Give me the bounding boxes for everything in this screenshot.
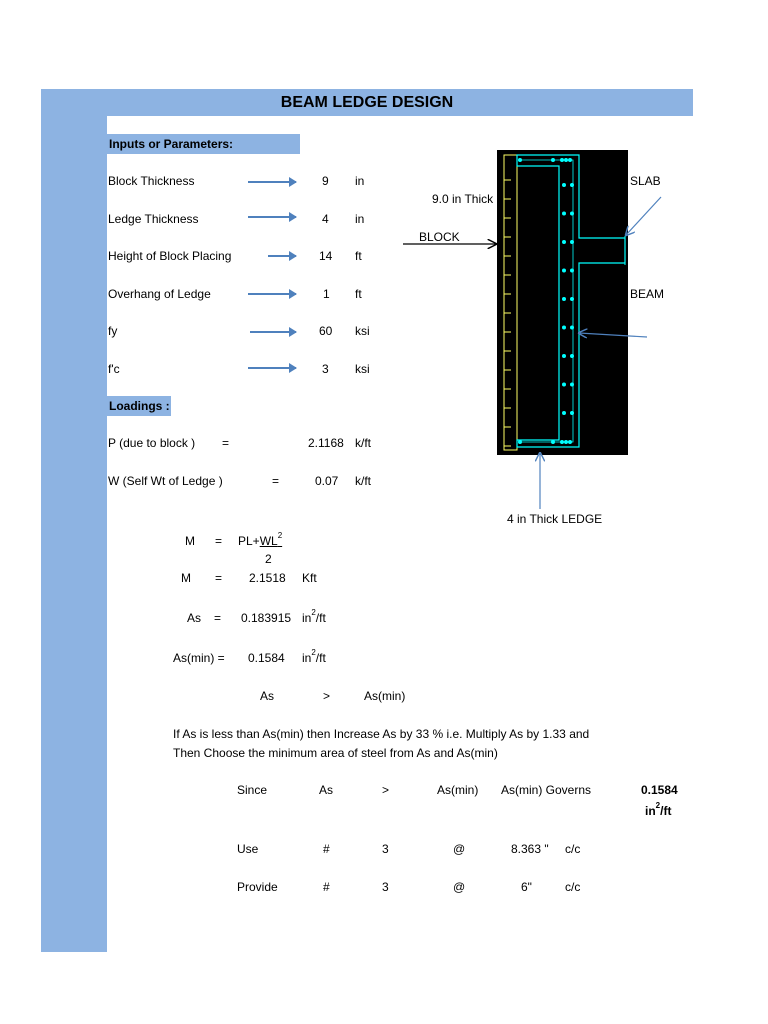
rebar-dot bbox=[570, 297, 574, 301]
formula-m2-eq: = bbox=[215, 571, 223, 585]
rebar-dot bbox=[562, 326, 566, 330]
formula-as-unit: $in^2/ft$ bbox=[302, 608, 326, 625]
rebar-dot bbox=[562, 240, 566, 244]
input-unit-overhang: ft bbox=[355, 287, 362, 301]
provide-c4: @ bbox=[453, 880, 466, 894]
arrow-right-icon bbox=[248, 181, 296, 183]
since-c5: As(min) Governs bbox=[501, 783, 592, 797]
input-label-ledge-thickness: Ledge Thickness bbox=[108, 212, 199, 226]
slab-arrow-icon bbox=[626, 197, 661, 235]
rebar-dot bbox=[564, 158, 568, 162]
formula-eq: = bbox=[215, 534, 223, 548]
input-label-overhang: Overhang of Ledge bbox=[108, 287, 211, 301]
arrow-right-icon bbox=[268, 255, 296, 257]
page-title: BEAM LEDGE DESIGN bbox=[280, 94, 454, 111]
since-c3: > bbox=[382, 783, 390, 797]
use-c3: 3 bbox=[382, 842, 389, 856]
provide-c2: # bbox=[323, 880, 330, 894]
note-line-2: Then Choose the minimum area of steel from As and As(min) bbox=[173, 746, 498, 760]
since-c1: Since bbox=[237, 783, 268, 797]
beam-section-drawing bbox=[497, 150, 628, 455]
load-w-unit: k/ft bbox=[355, 474, 372, 488]
formula-asmin-label: As(min) = bbox=[173, 651, 225, 665]
rebar-dot bbox=[562, 411, 566, 415]
input-label-fy: fy bbox=[108, 324, 118, 338]
rebar-dot bbox=[570, 326, 574, 330]
formula-m2-label: M bbox=[181, 571, 191, 585]
rebar-dot bbox=[560, 158, 564, 162]
rebar-dot bbox=[570, 269, 574, 273]
formula-pl: $PL+WL^2$ bbox=[238, 531, 283, 548]
formula-as-eq: = bbox=[214, 611, 222, 625]
label-ledge: 4 in Thick LEDGE bbox=[507, 512, 603, 526]
formula-m-label: M bbox=[185, 534, 195, 548]
since-c2: As bbox=[319, 783, 334, 797]
compare-left: As bbox=[260, 689, 275, 703]
since-c4: As(min) bbox=[437, 783, 479, 797]
input-unit-fc: ksi bbox=[355, 362, 370, 376]
load-p-unit: k/ft bbox=[355, 436, 372, 450]
provide-c3: 3 bbox=[382, 880, 389, 894]
arrow-right-icon bbox=[248, 293, 296, 295]
rebar-dot bbox=[568, 158, 572, 162]
rebar-dot bbox=[518, 158, 522, 162]
rebar-dot bbox=[570, 240, 574, 244]
load-p-value: 2.1168 bbox=[308, 436, 344, 450]
compare-op: > bbox=[323, 689, 331, 703]
input-value-block-thickness: 9 bbox=[322, 174, 329, 188]
load-w-eq: = bbox=[272, 474, 280, 488]
use-c1: Use bbox=[237, 842, 259, 856]
rebar-dot bbox=[570, 354, 574, 358]
rebar-dot bbox=[562, 269, 566, 273]
formula-m-value: 2.1518 bbox=[249, 571, 286, 585]
beam-ledge-diagram bbox=[497, 150, 628, 455]
formula-as-value: 0.183915 bbox=[241, 611, 292, 625]
rebar-dot bbox=[551, 440, 555, 444]
label-block: BLOCK bbox=[419, 230, 460, 244]
input-value-fc: 3 bbox=[322, 362, 329, 376]
use-c5: 8.363 " bbox=[511, 842, 549, 856]
note-line-1: If As is less than As(min) then Increase As by 33 % i.e. Multiply As by 1.33 and bbox=[173, 727, 590, 741]
provide-c5: 6" bbox=[521, 880, 532, 894]
label-thick: 9.0 in Thick bbox=[432, 192, 494, 206]
formula-m-unit: Kft bbox=[302, 571, 317, 585]
input-value-overhang: 1 bbox=[323, 287, 330, 301]
rebar-dot bbox=[570, 411, 574, 415]
input-label-height-block: Height of Block Placing bbox=[108, 249, 232, 263]
rebar-dot bbox=[562, 297, 566, 301]
rebar-dot bbox=[562, 354, 566, 358]
rebar-dot bbox=[551, 158, 555, 162]
input-unit-fy: ksi bbox=[355, 324, 370, 338]
formula-asmin-value: 0.1584 bbox=[248, 651, 285, 665]
load-p-eq: = bbox=[222, 436, 230, 450]
compare-right: As(min) bbox=[364, 689, 406, 703]
rebar-dot bbox=[560, 440, 564, 444]
use-c2: # bbox=[323, 842, 330, 856]
left-color-band bbox=[41, 89, 107, 952]
provide-c6: c/c bbox=[565, 880, 581, 894]
use-c6: c/c bbox=[565, 842, 581, 856]
input-unit-height-block: ft bbox=[355, 249, 362, 263]
formula-denominator: 2 bbox=[265, 552, 272, 566]
rebar-dot bbox=[564, 440, 568, 444]
rebar-dot bbox=[570, 183, 574, 187]
input-unit-ledge-thickness: in bbox=[355, 212, 365, 226]
input-label-block-thickness: Block Thickness bbox=[108, 174, 195, 188]
input-label-fc: f'c bbox=[108, 362, 120, 376]
since-unit: $in^2/ft$ bbox=[645, 801, 672, 818]
inputs-header: Inputs or Parameters: bbox=[107, 134, 300, 154]
rebar-dot bbox=[570, 212, 574, 216]
formula-as-label: As bbox=[187, 611, 202, 625]
use-c4: @ bbox=[453, 842, 466, 856]
arrow-right-icon bbox=[248, 216, 296, 218]
provide-c1: Provide bbox=[237, 880, 278, 894]
label-beam: BEAM bbox=[630, 287, 665, 301]
load-p-label: P (due to block ) bbox=[108, 436, 196, 450]
label-slab: SLAB bbox=[630, 174, 661, 188]
formula-asmin-unit: $in^2/ft$ bbox=[302, 648, 326, 665]
load-w-value: 0.07 bbox=[315, 474, 339, 488]
rebar-dot bbox=[568, 440, 572, 444]
input-unit-block-thickness: in bbox=[355, 174, 365, 188]
input-value-height-block: 14 bbox=[319, 249, 333, 263]
load-w-label: W (Self Wt of Ledge ) bbox=[108, 474, 223, 488]
loadings-header: Loadings : bbox=[107, 396, 171, 416]
arrow-right-icon bbox=[250, 331, 296, 333]
rebar-dot bbox=[562, 212, 566, 216]
rebar-dot bbox=[562, 383, 566, 387]
rebar-dot bbox=[570, 383, 574, 387]
input-value-fy: 60 bbox=[319, 324, 333, 338]
since-value: 0.1584 bbox=[641, 783, 678, 797]
arrow-right-icon bbox=[248, 367, 296, 369]
rebar-dot bbox=[562, 183, 566, 187]
rebar-dot bbox=[518, 440, 522, 444]
input-value-ledge-thickness: 4 bbox=[322, 212, 329, 226]
